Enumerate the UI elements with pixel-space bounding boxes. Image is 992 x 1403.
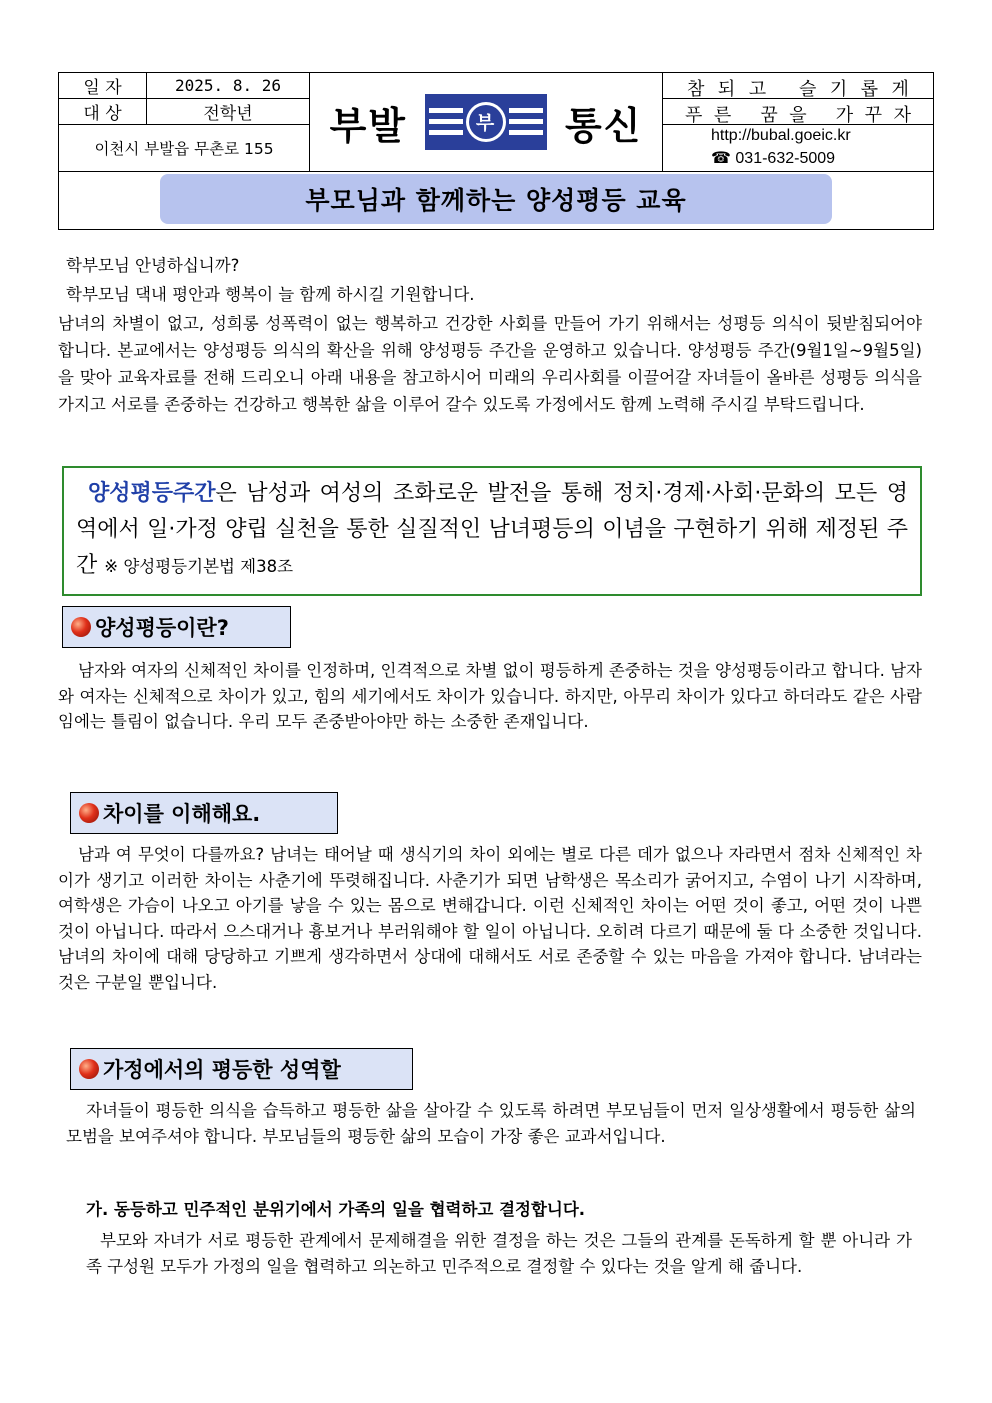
section-body-home-roles: 자녀들이 평등한 의식을 습득하고 평등한 삶을 살아갈 수 있도록 하려면 부모님들이 먼저 일상생활에서 평등한 삶의 모범을 보여주셔야 합니다. 부모님들의 평등한 삶의 모습이 가장 좋은 교과서입니다. [66, 1101, 916, 1146]
masthead-name-right: 통신 [565, 103, 643, 148]
section-heading-home-roles [70, 1048, 413, 1090]
motto-char: 푸 [685, 105, 703, 126]
phone-number: 031-632-5009 [735, 150, 836, 167]
motto-char: 가 [835, 105, 854, 126]
motto-char [818, 101, 824, 127]
definition-keyword: 양성평등주간 [88, 481, 216, 506]
motto-char: 고 [748, 79, 767, 100]
motto-char: 꾸 [864, 105, 883, 126]
subsection-body: 부모와 자녀가 서로 평등한 관계에서 문제해결을 위한 결정을 하는 것은 그들의 관계를 돈독하게 할 뿐 아니라 가족 구성원 모두가 가정의 일을 협력하고 의논하고 민주적으로 결정할 수 있다는 것을 알게 해 줍니다. [86, 1231, 912, 1276]
section-heading-text: 양성평등이란? [95, 616, 229, 640]
section-body-differences: 남과 여 무엇이 다를까요? 남녀는 태어날 때 생식기의 차이 외에는 별로 다른 데가 없으나 자라면서 점차 신체적인 차이가 생기고 이러한 차이는 사춘기에 뚜렷해집니다. 사춘기가 되면 남학생은 목소리가 굵어지고, 수염이 나기 시작하며, 여학생은 가슴이 나오고 아기를 낳을 수 있는 몸으로 변해갑니다. 이런 신체적인 차이는 어떤 것이 좋고, 어떤 것이 나쁜 것이 아닙니다. 따라서 으스대거나 흉보거나 부러워해야 할 일이 아닙니다. 오히려 다르기 때문에 둘 다 소중한 것입니다. 남녀의 차이에 대해 당당하고 기쁘게 생각하면서 상대에 대해서도 서로 존중할 수 있는 마음을 가져야 합니다. 남녀라는 것은 구분일 뿐입니다. [58, 845, 922, 992]
motto-line-1 [687, 75, 909, 101]
section-body-gender-equality: 남자와 여자의 신체적인 차이를 인정하며, 인격적으로 차별 없이 평등하게 존중하는 것을 양성평등이라고 합니다. 남자와 여자는 신체적으로 차이가 있고, 힘의 세기에서도 차이가 있습니다. 하지만, 아무리 차이가 있다고 하더라도 같은 사람임에는 틀림이 없습니다. 우리 모두 존중받아야만 하는 소중한 존재입니다. [58, 661, 922, 731]
school-url-text: http://bubal.goeic.kr [711, 127, 851, 144]
motto-char: 자 [893, 105, 911, 126]
masthead-name-left: 부발 [329, 103, 407, 148]
motto-char: 게 [891, 79, 909, 100]
motto-char: 꿈 [760, 105, 778, 126]
section-heading-text: 차이를 이해해요. [103, 802, 261, 826]
header-divider [59, 171, 933, 172]
school-phone [711, 148, 835, 168]
definition-text: 은 남성과 여성의 조화로운 발전을 통해 정치·경제·사회·문화의 모든 영역에서 일·가정 양립 실천을 통한 실질적인 남녀평등의 이념을 구현하기 위해 제정된 주간 [76, 481, 908, 578]
school-address: 이천시 부발읍 무촌로 155 [94, 140, 274, 158]
date-value: 2025. 8. 26 [147, 73, 309, 99]
red-bullet-icon [79, 803, 99, 823]
motto-char [743, 101, 749, 127]
section-heading-text: 가정에서의 평등한 성역할 [103, 1058, 341, 1082]
subsection-heading: 가. 동등하고 민주적인 분위기에서 가족의 일을 협력하고 결정합니다. [86, 1200, 586, 1219]
definition-box [62, 466, 922, 596]
masthead [309, 73, 663, 171]
greeting-line-2: 학부모님 댁내 평안과 행복이 늘 함께 하시길 기원합니다. [66, 285, 475, 304]
red-bullet-icon [71, 617, 91, 637]
target-value: 전학년 [147, 99, 309, 125]
motto-char: 참 [687, 79, 705, 100]
motto-char: 슬 [798, 79, 817, 100]
greeting-line-1: 학부모님 안녕하십니까? [66, 256, 240, 275]
emblem-char: 부 [475, 112, 497, 134]
definition-reference: ※ 양성평등기본법 제38조 [104, 557, 294, 576]
motto-char: 기 [829, 79, 848, 100]
school-emblem-icon [425, 94, 547, 150]
section-heading-differences [70, 792, 338, 834]
school-url[interactable] [711, 127, 851, 145]
page-title: 부모님과 함께하는 양성평등 교육 [160, 174, 832, 224]
motto-char [780, 75, 786, 101]
section-heading-gender-equality [62, 606, 291, 648]
target-label: 대 상 [59, 99, 147, 125]
intro-body: 남녀의 차별이 없고, 성희롱 성폭력이 없는 행복하고 건강한 사회를 만들어 가기 위해서는 성평등 의식이 뒷받침되어야 합니다. 본교에서는 양성평등 의식의 확산을 위해 양성평등 주간을 운영하고 있습니다. 양성평등 주간(9월1일~9월5일)을 맞아 교육자료를 전해 드리오니 아래 내용을 참고하시어 미래의 우리사회를 이끌어갈 자녀들이 올바른 성평등 의식을 가지고 서로를 존중하는 건강하고 행복한 삶을 이루어 갈수 있도록 가정에서도 함께 노력해 주시길 부탁드립니다. [58, 314, 922, 414]
motto-char: 되 [717, 79, 736, 100]
motto-char: 롭 [860, 79, 879, 100]
motto-char: 른 [713, 105, 732, 126]
motto-line-2 [685, 101, 911, 127]
red-bullet-icon [79, 1059, 99, 1079]
motto-char: 을 [789, 105, 807, 126]
phone-icon: ☎ [711, 150, 731, 167]
date-label: 일 자 [59, 73, 147, 99]
